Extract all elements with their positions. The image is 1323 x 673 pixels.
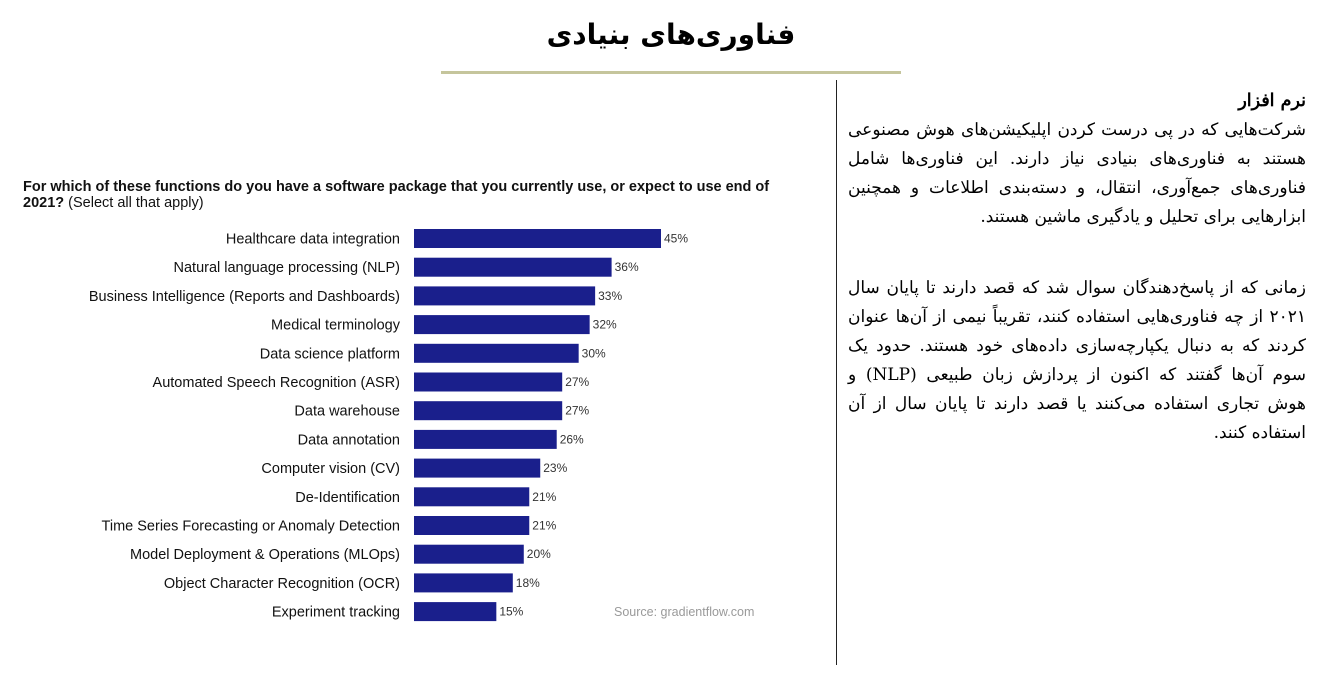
value-label: 21% xyxy=(532,489,557,504)
bar xyxy=(414,545,524,564)
chart-title: For which of these functions do you have a software package that you currently use, or expect to use end of 2021? xyxy=(23,179,770,211)
category-label: Medical terminology xyxy=(271,317,400,334)
panel-paragraph-2: زمانی که از پاسخ‌دهندگان سوال شد که قصد دارند تا پایان سال ۲۰۲۱ از چه فناوری‌هایی استفاده کنند، تقریباً نیمی از آن‌ها عنوان کردند که به دنبال یکپارچه‌سازی داده‌های خود هستند. حدود یک سوم آن‌ها گفتند که اکنون از پردازش زبان طبیعی (NLP) و هوش تجاری استفاده می‌کنند یا قصد دارند تا پایان سال از آن استفاده کنند. xyxy=(848,278,1307,443)
bar xyxy=(414,373,562,392)
bar xyxy=(414,602,496,621)
bar xyxy=(414,344,579,363)
value-label: 18% xyxy=(515,575,540,590)
value-label: 27% xyxy=(565,375,590,389)
bar xyxy=(414,459,540,478)
value-label: 20% xyxy=(526,547,551,562)
category-label: Data warehouse xyxy=(294,403,400,420)
chart-source: Source: gradientflow.com xyxy=(614,605,755,619)
category-label: Automated Speech Recognition (ASR) xyxy=(152,375,400,391)
category-label: Time Series Forecasting or Anomaly Detection xyxy=(101,518,400,535)
chart-question xyxy=(23,179,813,211)
category-label: De-Identification xyxy=(295,489,400,506)
value-label: 23% xyxy=(543,461,568,476)
category-label: Model Deployment & Operations (MLOps) xyxy=(130,547,400,564)
chart-subtitle: (Select all that apply) xyxy=(68,195,204,211)
value-label: 26% xyxy=(559,432,584,447)
category-label: Data science platform xyxy=(259,346,400,363)
bar xyxy=(414,315,590,334)
bar xyxy=(414,258,612,277)
category-label: Data annotation xyxy=(297,432,400,449)
category-label: Object Character Recognition (OCR) xyxy=(163,575,400,592)
category-label: Business Intelligence (Reports and Dashboards) xyxy=(88,288,400,305)
category-label: Experiment tracking xyxy=(271,604,400,621)
bar xyxy=(414,229,661,248)
bar xyxy=(414,286,595,305)
category-label: Natural language processing (NLP) xyxy=(173,260,400,277)
category-label: Healthcare data integration xyxy=(225,231,400,248)
category-label: Computer vision (CV) xyxy=(261,461,400,478)
value-label: 32% xyxy=(592,317,617,332)
text-panel xyxy=(848,87,1306,448)
bar-chart xyxy=(0,220,780,625)
column-divider xyxy=(836,80,837,665)
value-label: 27% xyxy=(565,403,590,418)
panel-paragraph-1: شرکت‌هایی که در پی درست کردن اپلیکیشن‌های هوش مصنوعی هستند به فناوری‌های بنیادی نیاز دارند. این فناوری‌ها شامل فناوری‌های جمع‌آوری، انتقال، و دسته‌بندی اطلاعات و همچنین ابزارهایی برای تحلیل و یادگیری ماشین هستند. xyxy=(848,120,1306,227)
value-label: 30% xyxy=(581,346,606,361)
value-label: 21% xyxy=(532,518,557,533)
bar xyxy=(414,401,562,420)
bar xyxy=(414,430,557,449)
value-label: 36% xyxy=(614,260,639,275)
title-underline xyxy=(441,71,901,74)
bar xyxy=(414,487,529,506)
value-label: 45% xyxy=(664,231,689,246)
bar xyxy=(414,516,529,535)
value-label: 15% xyxy=(499,604,524,619)
slide-title: فناوری‌های بنیادی xyxy=(546,18,796,51)
bar xyxy=(414,573,513,592)
panel-heading: نرم افزار xyxy=(1238,91,1306,111)
value-label: 33% xyxy=(598,288,623,303)
